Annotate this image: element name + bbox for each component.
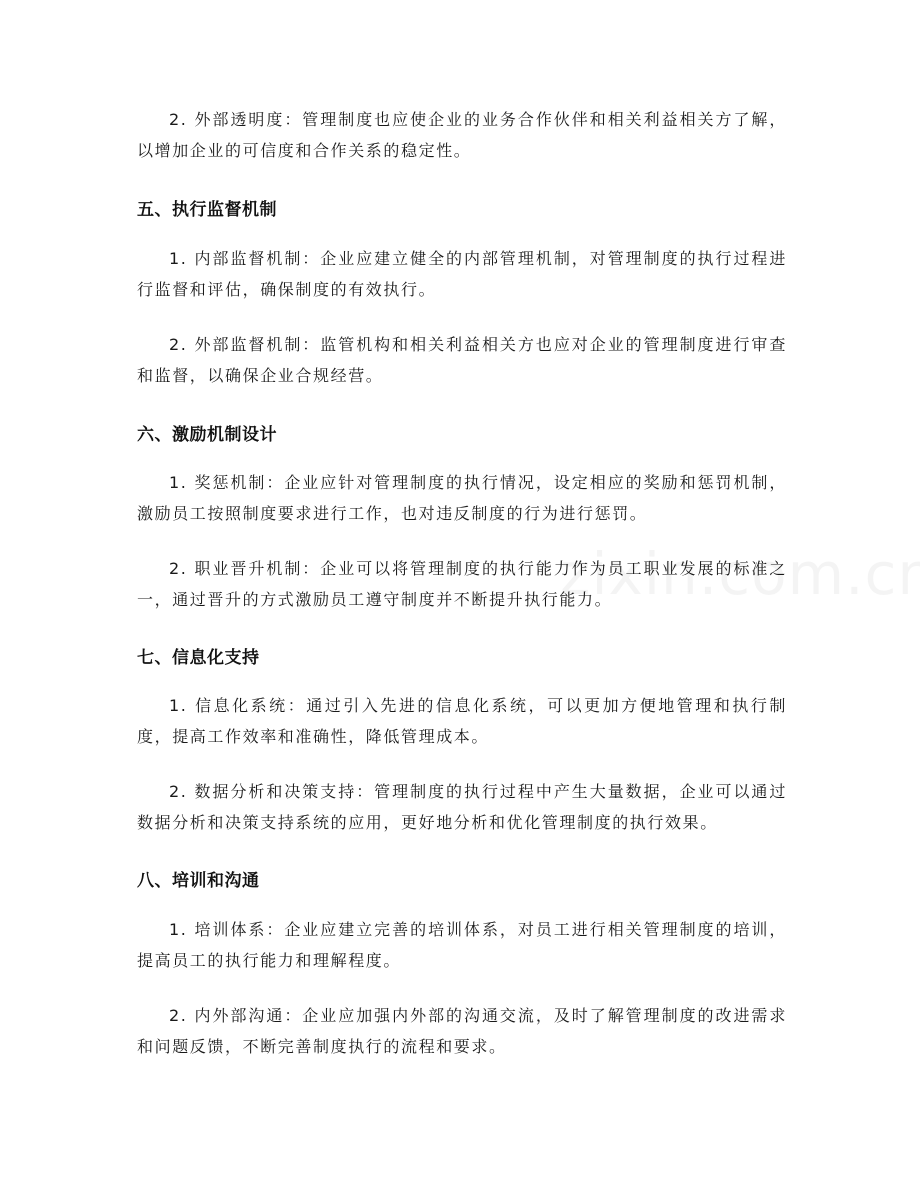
- heading-section-7: 七、信息化支持: [137, 648, 260, 668]
- paragraph-external-supervision: 2. 外部监督机制：监管机构和相关利益相关方也应对企业的管理制度进行审查和监督，以确保企业合规经营。: [137, 335, 787, 385]
- heading-section-6: 六、激励机制设计: [137, 425, 277, 445]
- heading-section-5: 五、执行监督机制: [137, 200, 277, 220]
- paragraph-communication: 2. 内外部沟通：企业应加强内外部的沟通交流，及时了解管理制度的改进需求和问题反馈，不断完善制度执行的流程和要求。: [137, 1006, 787, 1056]
- paragraph-internal-supervision: 1. 内部监督机制：企业应建立健全的内部管理机制，对管理制度的执行过程进行监督和评估，确保制度的有效执行。: [137, 249, 787, 299]
- paragraph-career-promotion: 2. 职业晋升机制：企业可以将管理制度的执行能力作为员工职业发展的标准之一，通过晋升的方式激励员工遵守制度并不断提升执行能力。: [137, 559, 787, 609]
- paragraph-data-analysis: 2. 数据分析和决策支持：管理制度的执行过程中产生大量数据，企业可以通过数据分析和决策支持系统的应用，更好地分析和优化管理制度的执行效果。: [137, 782, 787, 832]
- paragraph-reward-punishment: 1. 奖惩机制：企业应针对管理制度的执行情况，设定相应的奖励和惩罚机制，激励员工按照制度要求进行工作，也对违反制度的行为进行惩罚。: [137, 473, 787, 523]
- paragraph-information-system: 1. 信息化系统：通过引入先进的信息化系统，可以更加方便地管理和执行制度，提高工作效率和准确性，降低管理成本。: [137, 696, 787, 746]
- paragraph-training-system: 1. 培训体系：企业应建立完善的培训体系，对员工进行相关管理制度的培训，提高员工的执行能力和理解程度。: [137, 920, 787, 970]
- heading-section-8: 八、培训和沟通: [137, 871, 260, 891]
- paragraph-external-transparency: 2. 外部透明度：管理制度也应使企业的业务合作伙伴和相关利益相关方了解，以增加企业的可信度和合作关系的稳定性。: [137, 110, 787, 160]
